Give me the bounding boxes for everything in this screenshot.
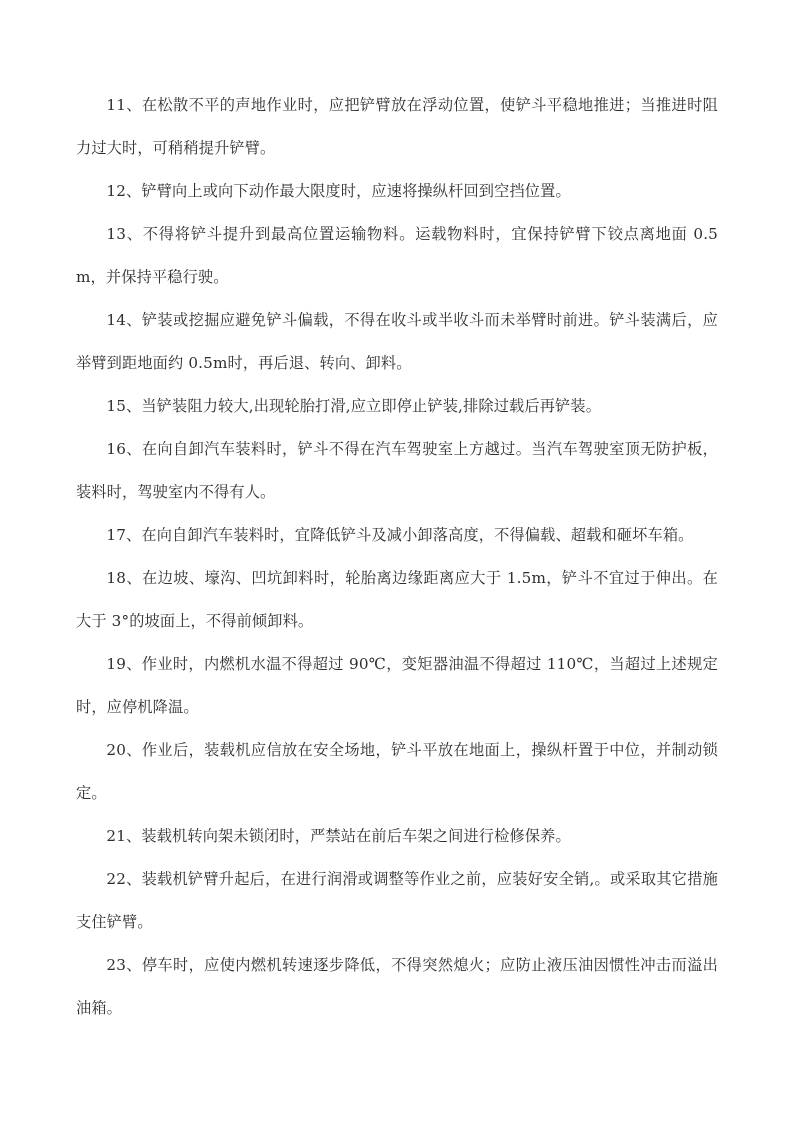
paragraph-item-17: 17、在向自卸汽车装料时，宜降低铲斗及减小卸落高度，不得偏载、超载和砸坏车箱。 — [106, 526, 694, 544]
paragraph-item-18: 18、在边坡、壕沟、凹坑卸料时，轮胎离边缘距离应大于 1.5m，铲斗不宜过于伸出。在大于 3°的坡面上，不得前倾卸料。 — [76, 569, 718, 630]
page-text-body — [76, 84, 718, 1030]
paragraph-item-20: 20、作业后，装载机应信放在安全场地，铲斗平放在地面上，操纵杆置于中位，并制动锁定。 — [76, 741, 718, 802]
paragraph-item-13: 13、不得将铲斗提升到最高位置运输物料。运载物料时，宜保持铲臂下铰点离地面 0.5m，并保持平稳行驶。 — [76, 225, 718, 286]
paragraph-item-19: 19、作业时，内燃机水温不得超过 90℃，变矩器油温不得超过 110℃，当超过上述规定时，应停机降温。 — [76, 655, 718, 716]
paragraph-item-14: 14、铲装或挖掘应避免铲斗偏载，不得在收斗或半收斗而未举臂时前进。铲斗装满后，应举臂到距地面约 0.5m时，再后退、转向、卸料。 — [76, 311, 718, 372]
paragraph-item-12: 12、铲臂向上或向下动作最大限度时，应速将操纵杆回到空挡位置。 — [106, 182, 571, 200]
paragraph-item-21: 21、装载机转向架未锁闭时，严禁站在前后车架之间进行检修保养。 — [106, 827, 571, 845]
paragraph-item-23: 23、停车时，应使内燃机转速逐步降低，不得突然熄火；应防止液压油因惯性冲击而溢出油箱。 — [76, 956, 718, 1017]
paragraph-item-16: 16、在向自卸汽车装料时，铲斗不得在汽车驾驶室上方越过。当汽车驾驶室顶无防护板，装料时，驾驶室内不得有人。 — [76, 440, 718, 501]
paragraph-item-15: 15、当铲装阻力较大,出现轮胎打滑,应立即停止铲装,排除过载后再铲装。 — [106, 397, 602, 415]
paragraph-item-11: 11、在松散不平的声地作业时，应把铲臂放在浮动位置，使铲斗平稳地推进；当推进时阻力过大时，可稍稍提升铲臂。 — [76, 96, 718, 157]
paragraph-item-22: 22、装载机铲臂升起后，在进行润滑或调整等作业之前，应装好安全销,。或采取其它措施支住铲臂。 — [76, 870, 718, 931]
